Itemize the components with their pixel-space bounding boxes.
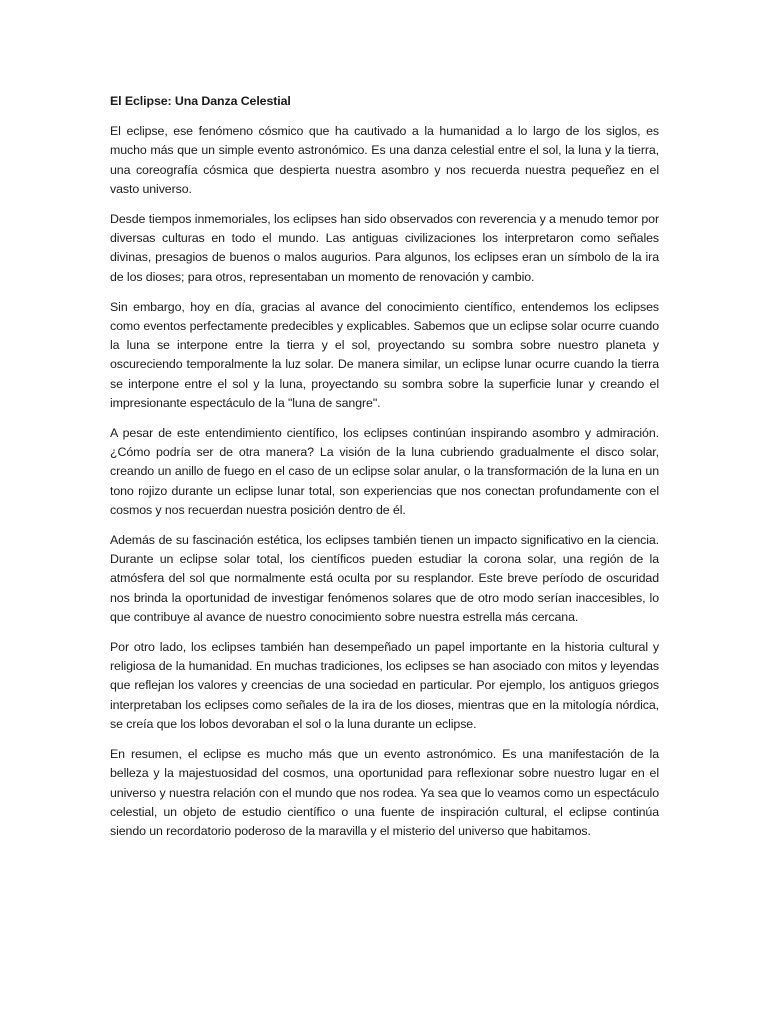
paragraph-science-explanation: Sin embargo, hoy en día, gracias al avance del conocimiento científico, entendemos los eclipses como eventos perfectamente predecibles y explicables. Sabemos que un eclipse solar ocurre cuando la luna se interpone entre la tierra y el sol, proyectando su sombra sobre nuestro planeta y oscureciendo temporalmente la luz solar. De manera similar, un eclipse lunar ocurre cuando la tierra se interpone entre el sol y la luna, proyectando su sombra sobre la superficie lunar y creando el impresionante espectáculo de la "luna de sangre".: [110, 299, 659, 410]
paragraph-cultural-history: Por otro lado, los eclipses también han desempeñado un papel importante en la historia cultural y religiosa de la humanidad. En muchas tradiciones, los eclipses se han asociado con mitos y leyendas que reflejan los valores y creencias de una sociedad en particular. Por ejemplo, los antiguos griegos interpretaban los eclipses como señales de la ira de los dioses, mientras que en la mitología nórdica, se creía que los lobos devoraban el sol o la luna durante un eclipse.: [110, 640, 659, 731]
document-page: [110, 92, 659, 852]
paragraph-conclusion: En resumen, el eclipse es mucho más que un evento astronómico. Es una manifestación de la belleza y la majestuosidad del cosmos, una oportunidad para reflexionar sobre nuestro lugar en el universo y nuestra relación con el mundo que nos rodea. Ya sea que lo veamos como un espectáculo celestial, un objeto de estudio científico o una fuente de inspiración cultural, el eclipse continúa siendo un recordatorio poderoso de la maravilla y el misterio del universo que habitamos.: [110, 747, 659, 838]
document-title: El Eclipse: Una Danza Celestial: [110, 94, 291, 108]
paragraph-history: Desde tiempos inmemoriales, los eclipses han sido observados con reverencia y a menudo temor por diversas culturas en todo el mundo. Las antiguas civilizaciones los interpretaron como señales divinas, presagios de buenos o malos augurios. Para algunos, los eclipses eran un símbolo de la ira de los dioses; para otros, representaban un momento de renovación y cambio.: [110, 212, 659, 284]
paragraph-scientific-impact: Además de su fascinación estética, los eclipses también tienen un impacto significativo en la ciencia. Durante un eclipse solar total, los científicos pueden estudiar la corona solar, una región de la atmósfera del sol que normalmente está oculta por su resplandor. Este breve período de oscuridad nos brinda la oportunidad de investigar fenómenos solares que de otro modo serían inaccesibles, lo que contribuye al avance de nuestro conocimiento sobre nuestra estrella más cercana.: [110, 533, 659, 624]
paragraph-intro: El eclipse, ese fenómeno cósmico que ha cautivado a la humanidad a lo largo de los siglos, es mucho más que un simple evento astronómico. Es una danza celestial entre el sol, la luna y la tierra, una coreografía cósmica que despierta nuestra asombro y nos recuerda nuestra pequeñez en el vasto universo.: [110, 124, 659, 196]
paragraph-wonder: A pesar de este entendimiento científico, los eclipses continúan inspirando asombro y admiración. ¿Cómo podría ser de otra manera? La visión de la luna cubriendo gradualmente el disco solar, creando un anillo de fuego en el caso de un eclipse solar anular, o la transformación de la luna en un tono rojizo durante un eclipse lunar total, son experiencias que nos conectan profundamente con el cosmos y nos recuerdan nuestra posición dentro de él.: [110, 426, 659, 517]
